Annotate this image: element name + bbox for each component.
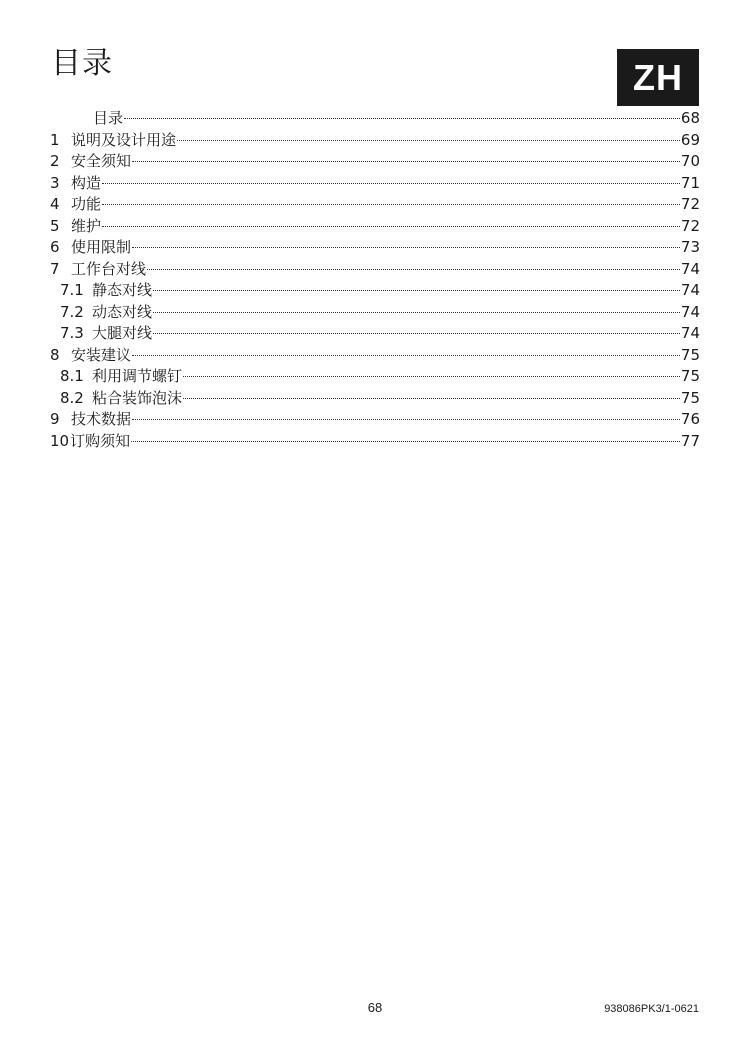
toc-dot-leader [102,182,680,184]
toc-entry-label: 使用限制 [71,238,132,256]
footer-document-code: 938086PK3/1-0621 [604,1003,699,1015]
toc-entry-page: 73 [680,238,700,256]
toc-entry-8-1[interactable] [50,366,700,388]
toc-entry-label: 大腿对线 [92,324,153,342]
toc-dot-leader [132,354,680,356]
toc-entry-label: 静态对线 [92,281,153,299]
toc-dot-leader [153,289,680,291]
toc-entry-label: 构造 [71,173,102,192]
toc-entry-number: 7 [50,259,60,278]
toc-entry-7-1[interactable] [50,280,700,302]
toc-entry-7-3[interactable] [50,323,700,345]
toc-entry-label: 安全须知 [71,152,132,170]
toc-entry-number: 7.3 [60,324,84,342]
toc-entry-4[interactable] [50,194,700,216]
toc-entry-label: 工作台对线 [71,259,147,278]
language-badge: ZH [617,49,699,106]
toc-entry-page: 76 [680,410,700,428]
toc-entry-label: 利用调节螺钉 [92,367,183,385]
toc-entry-label: 订购须知 [70,431,131,450]
toc-entry-page: 74 [680,259,700,278]
toc-entry-6[interactable] [50,237,700,259]
toc-entry-number: 10 [50,431,70,450]
toc-dot-leader [153,332,680,334]
toc-entry-number: 8.1 [60,367,84,385]
toc-entry-number: 8.2 [60,388,84,407]
toc-entry-label: 动态对线 [92,302,153,321]
toc-entry-number: 7.1 [60,281,84,299]
toc-entry-label: 安装建议 [71,345,132,364]
toc-entry-page: 75 [680,388,700,407]
toc-entry-label: 技术数据 [71,410,132,428]
toc-entry-2[interactable] [50,151,700,173]
toc-dot-leader [183,375,680,377]
page-title: 目录 [51,46,113,81]
toc-dot-leader [131,440,680,442]
toc-entry-page: 74 [680,302,700,321]
toc-entry-number: 8 [50,345,60,364]
toc-entry-label: 说明及设计用途 [71,130,177,149]
toc-entry-3[interactable] [50,173,700,195]
toc-entry-5[interactable] [50,216,700,238]
toc-dot-leader [132,160,680,162]
toc-entry-9[interactable] [50,409,700,431]
toc-dot-leader [183,397,680,399]
toc-entry-page: 72 [680,195,700,213]
toc-entry-page: 71 [680,173,700,192]
toc-dot-leader [124,117,680,119]
toc-entry-number: 9 [50,410,60,428]
toc-entry-page: 75 [680,345,700,364]
toc-dot-leader [102,203,680,205]
toc-entry-page: 75 [680,367,700,385]
toc-entry-number: 7.2 [60,302,84,321]
toc-entry-label: 功能 [71,195,102,213]
toc-dot-leader [102,225,680,227]
toc-entry-number: 4 [50,195,60,213]
toc-entry-10[interactable] [50,431,700,453]
toc-entry-page: 70 [680,152,700,170]
toc-entry-7-2[interactable] [50,302,700,324]
toc-dot-leader [147,268,680,270]
toc-entry-page: 69 [680,130,700,149]
toc-entry-8-2[interactable] [50,388,700,410]
toc-entry-page: 74 [680,281,700,299]
toc-dot-leader [132,246,680,248]
footer-page-number: 68 [367,1000,383,1015]
toc-entry-label: 维护 [71,216,102,235]
toc-entry-page: 74 [680,324,700,342]
toc-entry-label: 粘合装饰泡沫 [92,388,183,407]
toc-entry-number: 3 [50,173,60,192]
toc-entry-7[interactable] [50,259,700,281]
toc-entry-1[interactable] [50,130,700,152]
toc-entry-page: 72 [680,216,700,235]
toc-entry-number: 1 [50,130,60,149]
table-of-contents [50,108,700,452]
toc-entry-number: 6 [50,238,60,256]
toc-dot-leader [132,418,680,420]
toc-entry-contents[interactable] [50,108,700,130]
toc-entry-label: 目录 [93,109,124,127]
toc-dot-leader [153,311,680,313]
toc-entry-8[interactable] [50,345,700,367]
toc-dot-leader [177,139,680,141]
toc-entry-page: 77 [680,431,700,450]
toc-entry-number: 2 [50,152,60,170]
toc-entry-number: 5 [50,216,60,235]
toc-entry-page: 68 [680,109,700,127]
